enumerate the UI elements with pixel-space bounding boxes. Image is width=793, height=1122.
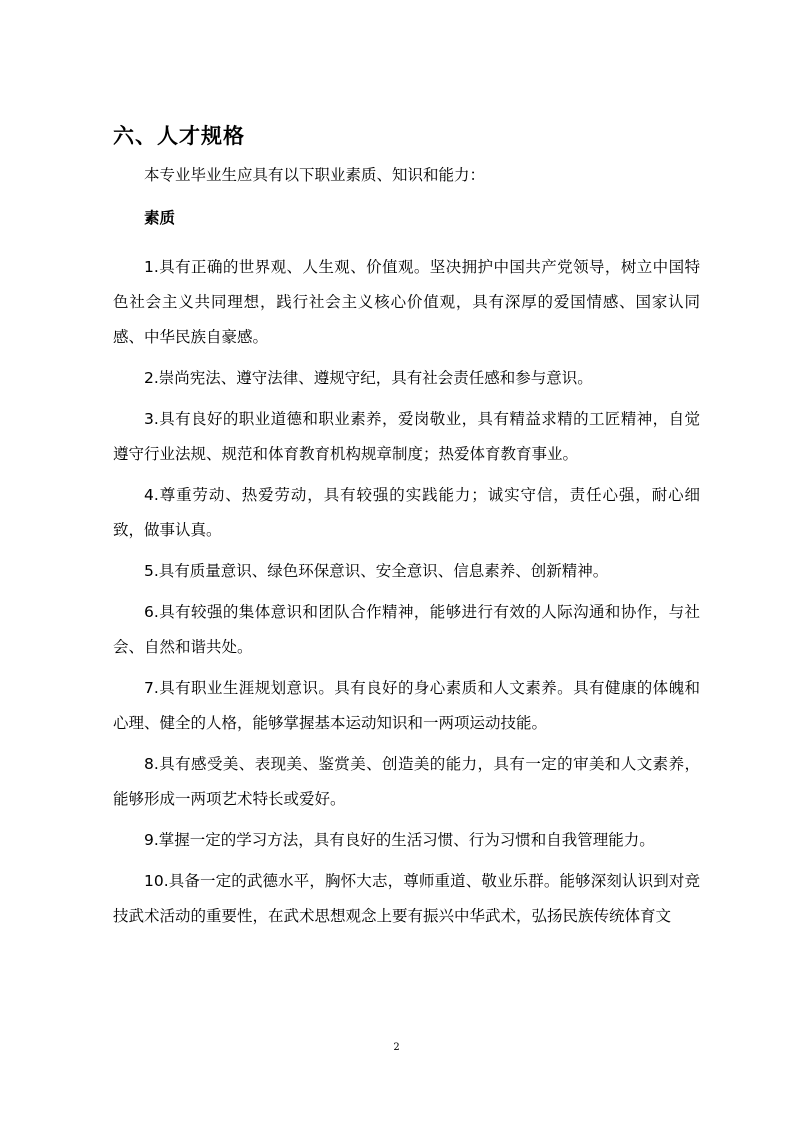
list-item: 9.掌握一定的学习方法，具有良好的生活习惯、行为习惯和自我管理能力。 (144, 831, 655, 849)
list-item: 1.具有正确的世界观、人生观、价值观。坚决拥护中国共产党领导，树立中国特色社会主义共同理想，践行社会主义核心价值观，具有深厚的爱国情感、国家认同感、中华民族自豪感。 (113, 258, 700, 346)
body-text (113, 158, 700, 940)
list-item: 6.具有较强的集体意识和团队合作精神，能够进行有效的人际沟通和协作，与社会、自然和谐共处。 (113, 603, 700, 656)
section-heading: 六、人才规格 (113, 124, 245, 148)
list-item: 8.具有感受美、表现美、鉴赏美、创造美的能力，具有一定的审美和人文素养，能够形成一两项艺术特长或爱好。 (113, 755, 700, 808)
list-item: 7.具有职业生涯规划意识。具有良好的身心素质和人文素养。具有健康的体魄和心理、健全的人格，能够掌握基本运动知识和一两项运动技能。 (113, 679, 700, 732)
list-item: 10.具备一定的武德水平，胸怀大志，尊师重道、敬业乐群。能够深刻认识到对竞技武术活动的重要性，在武术思想观念上要有振兴中华武术，弘扬民族传统体育文 (113, 872, 700, 925)
subsection-title: 素质 (144, 209, 176, 227)
page-number: 2 (393, 1042, 400, 1053)
list-item: 4.尊重劳动、热爱劳动，具有较强的实践能力；诚实守信，责任心强，耐心细致，做事认真。 (113, 486, 700, 539)
list-item: 2.崇尚宪法、遵守法律、遵规守纪，具有社会责任感和参与意识。 (144, 369, 593, 387)
intro-paragraph: 本专业毕业生应具有以下职业素质、知识和能力： (144, 166, 486, 184)
list-item: 5.具有质量意识、绿色环保意识、安全意识、信息素养、创新精神。 (144, 562, 609, 580)
list-item: 3.具有良好的职业道德和职业素养，爱岗敬业，具有精益求精的工匠精神，自觉遵守行业法规、规范和体育教育机构规章制度；热爱体育教育事业。 (113, 410, 700, 463)
